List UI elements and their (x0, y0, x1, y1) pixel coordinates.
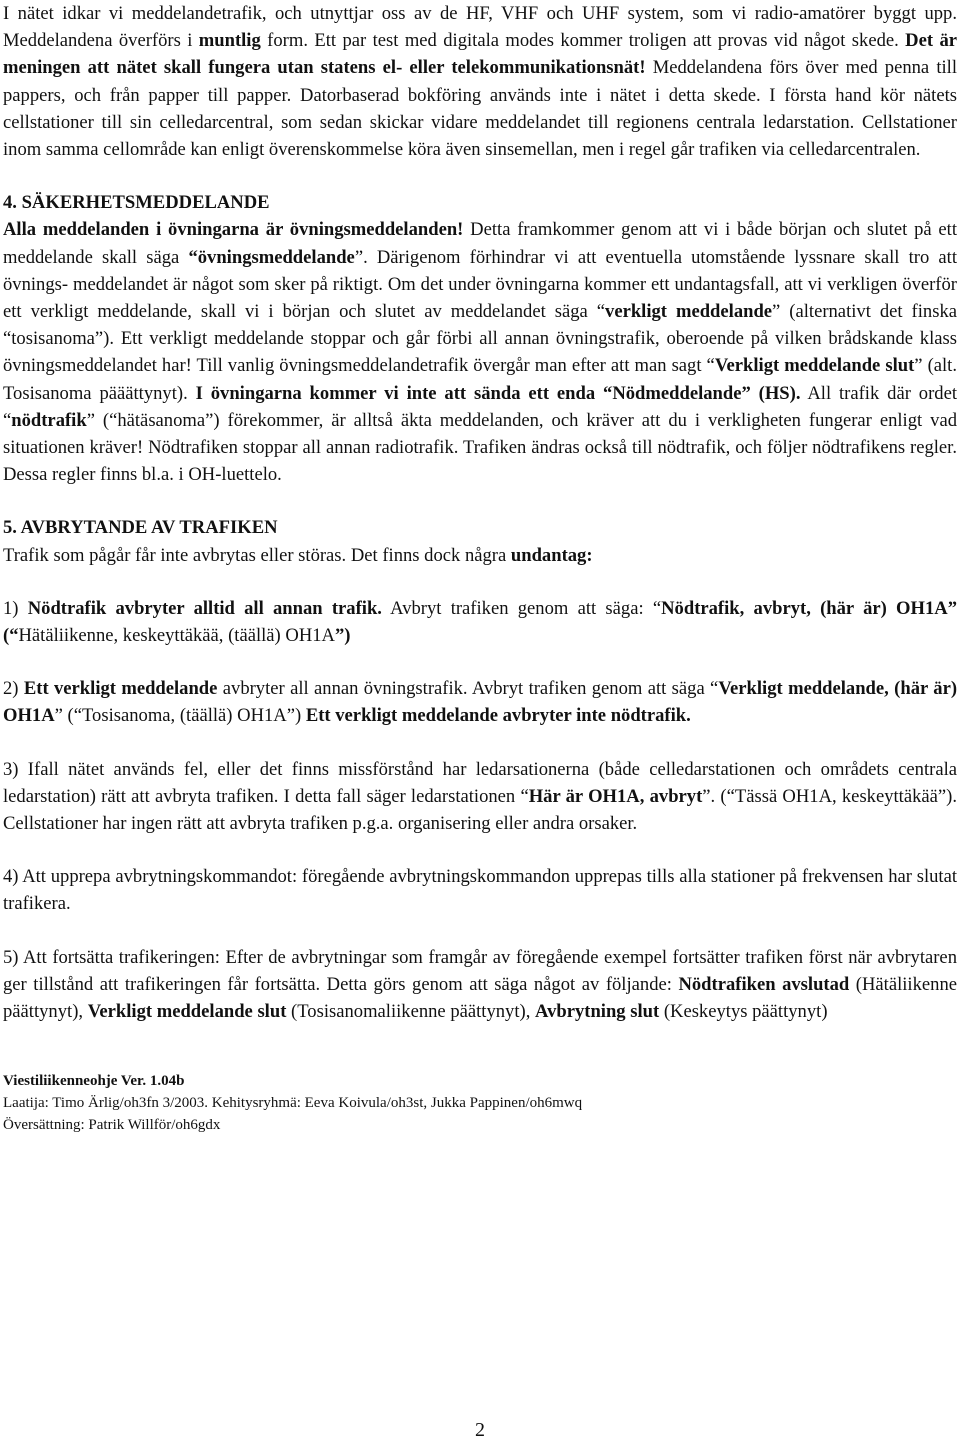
text-run: ”. (“Tässä OH1A, keskeyttäkää”). Cellstationer har ingen rätt att avbryta trafiken p.g.a. organisering eller andra orsaker. (3, 785, 958, 835)
text-run-bold: Nödtrafik avbryter alltid all annan trafik. (27, 597, 382, 619)
text-run-bold: Avbrytning slut (535, 1001, 660, 1023)
text-run: Avbryt trafiken genom att säga: “ (381, 597, 662, 619)
text-run: Meddelandena förs över med penna till pappers, och från papper till papper. Datorbaserad bokföring används inte i nätet i detta skede. I första hand kör nätets cellstationer till sin celledarcentral, som sedan skickar vidare meddelandet till regionens centrala ledarstation. Cellstationer inom samma cellområde kan enligt överenskommelse köra även sinsemellan, men i regel går trafiken via celledarcentralen. (3, 57, 957, 161)
text-run-bold: undantag: (510, 544, 593, 566)
text-run-bold: Ett verkligt meddelande avbryter inte nödtrafik. (305, 705, 691, 727)
text-run-bold: ” (“ (3, 597, 957, 647)
text-run-bold: Ett verkligt meddelande (23, 678, 218, 700)
list-item-emergency-traffic (3, 595, 957, 649)
text-run-bold: nödtrafik (11, 409, 87, 431)
text-run: ” (alternativt det finska “tosisanoma”). Ett verkligt meddelande stoppar och går förbi all annan övningstrafik, oberoende på vilken brådskande klass övningsmeddelandet har! Till vanlig övningsmeddelandetrafik övergår man efter att man sagt “ (3, 301, 957, 377)
list-item-real-message (3, 675, 957, 729)
list-item-repeat-command: 4) Att upprepa avbrytningskommandot: föregående avbrytningskommandon upprepas tills alla stationer på frekvensen har slutat trafikera. (3, 866, 957, 915)
text-run: Trafik som pågår får inte avbrytas eller störas. Det finns dock några (3, 544, 511, 566)
text-run: 2) (3, 678, 24, 700)
text-run-bold: verkligt meddelande (605, 301, 773, 323)
list-item-resume-traffic (3, 944, 957, 1026)
text-run: Hätäliikenne, keskeyttäkää, (täällä) OH1A (18, 625, 335, 647)
footer-translation: Översättning: Patrik Willför/oh6gdx (3, 1117, 221, 1134)
text-run: avbryter all annan övningstrafik. Avbryt trafiken genom att säga “ (217, 678, 719, 700)
paragraph-interrupt-intro (3, 542, 957, 569)
text-run: All trafik där ordet “ (3, 382, 957, 431)
text-run: 5) Att fortsätta trafikeringen: Efter de avbrytningar som framgår av föregående exempel fortsätter trafiken först när avbrytaren ger tillstånd att trafikeringen får fortsätta. Detta görs genom att säga något av följande: (3, 946, 957, 995)
text-run-bold: ”) (334, 625, 351, 647)
text-run: (Tosisanomaliikenne päättynyt), (286, 1001, 536, 1023)
text-run-bold: Verkligt meddelande slut (714, 355, 915, 377)
text-run: form. Ett par test med digitala modes kommer troligen att provas vid något skede. (260, 30, 906, 52)
footer-authors: Laatija: Timo Ärlig/oh3fn 3/2003. Kehitysryhmä: Eeva Koivula/oh3st, Jukka Pappinen/oh6mwq (3, 1095, 583, 1112)
text-run-bold: Här är OH1A, avbryt (528, 785, 703, 807)
paragraph-network-traffic (3, 0, 957, 163)
text-run: (Keskeytys päättynyt) (659, 1001, 828, 1023)
list-item-misuse (3, 756, 957, 838)
text-run: 3) Ifall nätet används fel, eller det finns missförstånd har ledarsationerna (både celledarstationen och områdets centrala ledarstation) rätt att avbryta trafiken. I detta fall säger ledarstationen “ (3, 758, 957, 807)
section-heading-security-message: 4. SÄKERHETSMEDDELANDE (3, 192, 270, 214)
text-run-bold: Alla meddelanden i övningarna är övningsmeddelanden! (3, 219, 464, 241)
text-run-bold: Nödtrafiken avslutad (678, 973, 850, 995)
text-run-bold: muntlig (198, 30, 261, 52)
text-run: ” (“Tosisanoma, (täällä) OH1A”) (54, 705, 306, 727)
document-footer (3, 1070, 957, 1136)
text-run-bold: Det är meningen att nätet skall fungera utan statens el- eller telekommunikationsnät! (3, 30, 957, 79)
text-run-bold: I övningarna kommer vi inte att sända ett enda “Nödmeddelande” (HS). (195, 382, 801, 404)
text-run: ”. Därigenom förhindrar vi att eventuella utomstående lyssnare skall tro att övnings- meddelandet är något som sker på riktigt. Om det under övningarna kommer ett undantagsfall, att vi verkligen överför ett verkligt meddelande, skall vi i början och slutet av meddelandet säga “ (3, 246, 957, 323)
text-run-bold: Verkligt meddelande slut (87, 1001, 287, 1023)
text-run-bold: “övningsmeddelande (188, 246, 355, 268)
text-run: Detta framkommer genom att vi i både början och slutet på ett meddelande skall säga (3, 219, 958, 268)
text-run-bold: Verkligt meddelande, (här är) OH1A (3, 678, 958, 727)
text-run: (Hätäliikenne päättynyt), (3, 973, 957, 1023)
text-run: ” (alt. Tosisanoma pääättynyt). (3, 355, 957, 404)
text-run-bold: Nödtrafik, avbryt, (här är) OH1A (661, 597, 948, 619)
page-number: 2 (475, 1419, 485, 1441)
text-run: 1) (3, 597, 28, 619)
text-run: ” (“hätäsanoma”) förekommer, är alltså äkta meddelanden, och kräver att du i verkligheten fungerar enligt vad situationen kräver! Nödtrafiken stoppar all annan radiotrafik. Trafiken ändras också till nödtrafik, och följer nödtrafikens regler. Dessa regler finns bl.a. i OH-luettelo. (3, 409, 957, 486)
section-heading-interrupting-traffic: 5. AVBRYTANDE AV TRAFIKEN (3, 517, 278, 539)
footer-version: Viestiliikenneohje Ver. 1.04b (3, 1073, 185, 1090)
text-run: I nätet idkar vi meddelandetrafik, och utnyttjar oss av de HF, VHF och UHF system, som vi radio-amatörer byggt upp. Meddelandena överförs i (3, 3, 957, 52)
paragraph-security-message (3, 216, 957, 488)
